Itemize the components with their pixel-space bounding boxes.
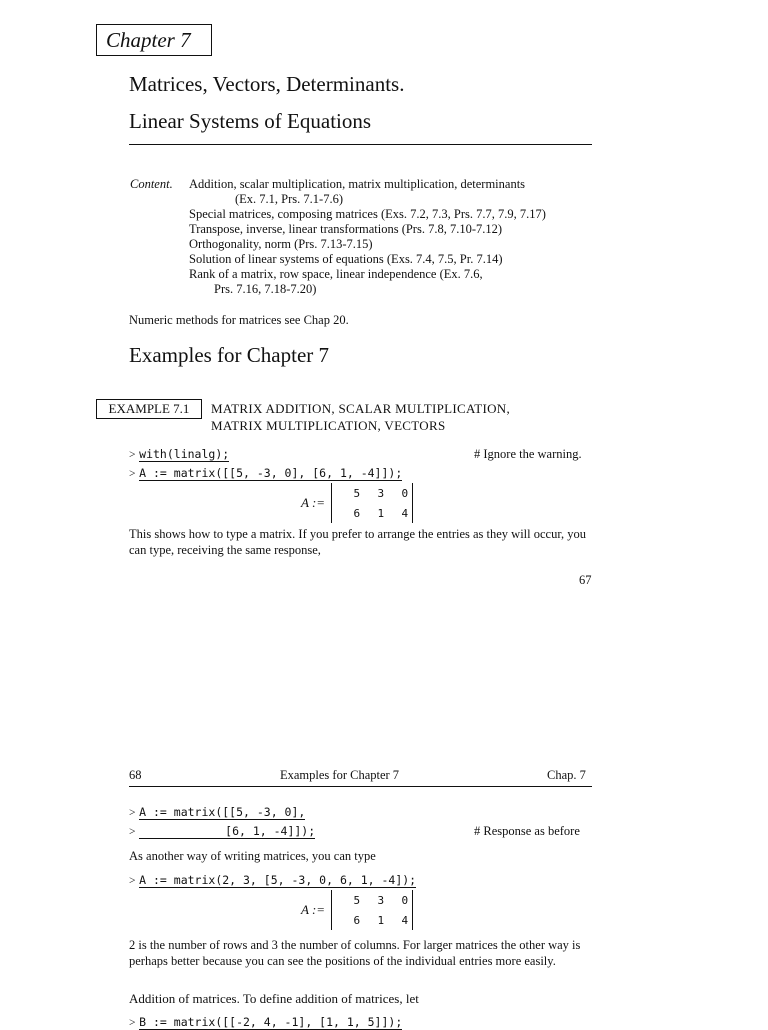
chapter-title-line1: Matrices, Vectors, Determinants. — [129, 72, 405, 96]
code-line — [129, 466, 402, 480]
prompt: > — [129, 449, 136, 461]
code-input: A := matrix([[5, -3, 0], [6, 1, -4]]); — [139, 466, 403, 480]
matrix-table — [336, 890, 408, 930]
paragraph: This shows how to type a matrix. If you prefer to arrange the entries as they will occur, you can type, receiving the same response, — [129, 527, 587, 557]
example-title-line1: MATRIX ADDITION, SCALAR MULTIPLICATION, — [211, 401, 511, 416]
prompt: > — [129, 807, 136, 819]
code-input: [6, 1, -4]]); — [139, 824, 315, 839]
matrix-cell: 3 — [377, 486, 385, 500]
code-input: B := matrix([[-2, 4, -1], [1, 1, 5]]); — [139, 1015, 403, 1029]
content-line: Solution of linear systems of equations (Exs. 7.4, 7.5, Pr. 7.14) — [189, 252, 503, 266]
matrix-brackets — [331, 483, 413, 523]
matrix-cell: 4 — [401, 506, 409, 520]
examples-heading: Examples for Chapter 7 — [129, 343, 330, 367]
page-number: 67 — [579, 573, 592, 587]
paragraph: 2 is the number of rows and 3 the number of columns. For larger matrices the other way is perhaps better because you can see the positions of the individual entries more easily. — [129, 938, 581, 968]
example-label: EXAMPLE 7.1 — [108, 401, 190, 416]
matrix-cell: 6 — [353, 506, 361, 520]
header-title: Examples for Chapter 7 — [280, 768, 400, 782]
chapter-title-line2: Linear Systems of Equations — [129, 109, 372, 133]
matrix-lhs: A := — [301, 495, 326, 510]
paragraph: Addition of matrices. To define addition of matrices, let — [129, 991, 419, 1006]
content-label: Content. — [130, 177, 173, 191]
content-line: (Ex. 7.1, Prs. 7.1-7.6) — [235, 192, 343, 206]
matrix-cell: 6 — [353, 913, 361, 927]
matrix-cell: 4 — [401, 913, 409, 927]
code-input: A := matrix([[5, -3, 0], — [139, 805, 306, 819]
matrix-cell: 5 — [353, 893, 361, 907]
matrix-output — [301, 890, 413, 930]
header-rule — [129, 786, 592, 787]
content-line: Rank of a matrix, row space, linear independence (Ex. 7.6, — [189, 267, 483, 281]
matrix-cell: 3 — [377, 893, 385, 907]
code-line — [129, 873, 416, 887]
content-line: Special matrices, composing matrices (Exs. 7.2, 7.3, Prs. 7.7, 7.9, 7.17) — [189, 207, 546, 221]
prompt: > — [129, 875, 136, 887]
header-chapter: Chap. 7 — [547, 768, 586, 782]
matrix-cell: 1 — [377, 913, 385, 927]
prompt: > — [129, 468, 136, 480]
code-input: A := matrix(2, 3, [5, -3, 0, 6, 1, -4]); — [139, 873, 417, 887]
content-line: Prs. 7.16, 7.18-7.20) — [214, 282, 317, 296]
paragraph: As another way of writing matrices, you can type — [129, 849, 376, 863]
matrix-cell: 0 — [401, 486, 409, 500]
content-line: Orthogonality, norm (Prs. 7.13-7.15) — [189, 237, 373, 251]
numeric-methods-note: Numeric methods for matrices see Chap 20. — [129, 313, 349, 327]
matrix-cell: 5 — [353, 486, 361, 500]
content-line: Transpose, inverse, linear transformations (Prs. 7.8, 7.10-7.12) — [189, 222, 503, 236]
matrix-brackets — [331, 890, 413, 930]
matrix-lhs: A := — [301, 902, 326, 917]
prompt: > — [129, 1017, 136, 1029]
prompt: > — [129, 826, 136, 838]
code-comment: # Response as before — [474, 824, 580, 838]
example-title-line2: MATRIX MULTIPLICATION, VECTORS — [211, 418, 446, 433]
chapter-label-box — [96, 24, 212, 56]
title-rule — [129, 144, 592, 145]
header-page-number: 68 — [129, 768, 142, 782]
code-line — [129, 805, 305, 819]
code-line — [129, 1015, 402, 1029]
code-line — [129, 447, 229, 461]
chapter-label: Chapter 7 — [106, 28, 191, 52]
code-comment: # Ignore the warning. — [474, 447, 582, 461]
matrix-output — [301, 483, 413, 523]
example-label-box — [96, 399, 202, 419]
matrix-cell: 0 — [401, 893, 409, 907]
matrix-table — [336, 483, 408, 523]
content-line: Addition, scalar multiplication, matrix multiplication, determinants — [189, 177, 526, 191]
code-line — [129, 824, 315, 839]
matrix-cell: 1 — [377, 506, 385, 520]
code-input: with(linalg); — [139, 447, 230, 461]
